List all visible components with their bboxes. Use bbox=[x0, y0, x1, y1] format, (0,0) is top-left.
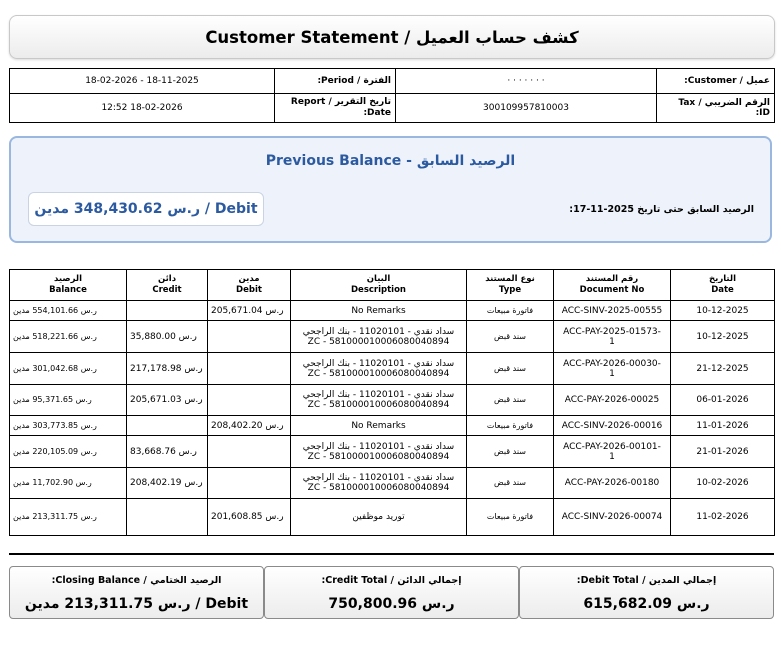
table-row bbox=[10, 353, 775, 385]
type-cell-text: سند قبض bbox=[494, 446, 526, 456]
type-cell bbox=[467, 468, 554, 499]
document-no-cell-text: 1 bbox=[609, 451, 615, 462]
report-date-label bbox=[275, 94, 396, 123]
type-cell-text: سند قبض bbox=[494, 478, 526, 487]
debit-cell bbox=[208, 353, 291, 385]
closing-balance-label: الرصيد الختامي / Closing Balance: bbox=[51, 575, 222, 586]
date-cell-text: 06-01-2026 bbox=[696, 395, 749, 405]
description-cell-text: سداد نقدي - 11020101 - بنك الراجحي bbox=[302, 358, 455, 369]
description-cell-text: ZC - 581000010006080040894 bbox=[307, 451, 450, 462]
credit-total-label: إجمالي الدائن / Credit Total: bbox=[321, 575, 462, 586]
balance-cell bbox=[10, 353, 127, 385]
date-cell bbox=[671, 301, 775, 321]
column-header-en: Description bbox=[351, 285, 406, 295]
document-no-cell bbox=[554, 499, 671, 536]
debit-cell bbox=[208, 321, 291, 353]
credit-cell bbox=[127, 321, 208, 353]
credit-cell bbox=[127, 436, 208, 468]
document-no-cell bbox=[554, 436, 671, 468]
tax-id-label: الرقم الضريبي / Tax ID: bbox=[657, 94, 775, 123]
debit-total-label: إجمالي المدين / Debit Total: bbox=[576, 575, 717, 586]
date-cell bbox=[671, 436, 775, 468]
report-date-label-line2: Date: bbox=[363, 108, 391, 118]
debit-cell bbox=[208, 468, 291, 499]
date-cell-text: 21-12-2025 bbox=[696, 363, 749, 374]
date-cell-text: 10-02-2026 bbox=[696, 478, 749, 488]
type-cell bbox=[467, 416, 554, 436]
debit-cell bbox=[208, 301, 291, 321]
balance-cell-text: ر.س 301,042.68 مدين bbox=[13, 363, 97, 373]
date-cell-text: 11-01-2026 bbox=[696, 420, 749, 431]
description-cell-text: ZC - 581000010006080040894 bbox=[307, 368, 450, 379]
type-cell bbox=[467, 301, 554, 321]
document-no-cell-text: ACC-PAY-2025-01573- bbox=[563, 326, 661, 337]
date-cell-text: 10-12-2025 bbox=[696, 305, 749, 316]
balance-cell bbox=[10, 468, 127, 499]
column-header bbox=[554, 270, 671, 301]
table-body bbox=[10, 301, 775, 536]
transactions-table bbox=[9, 269, 775, 536]
column-header-ar: الرصيد bbox=[54, 274, 82, 284]
report-date-label-line1: تاريخ التقرير / Report bbox=[290, 97, 391, 107]
previous-balance-title: Previous Balance - الرصيد السابق bbox=[265, 153, 516, 169]
date-cell bbox=[671, 499, 775, 536]
column-header-ar: نوع المستند bbox=[485, 274, 535, 284]
type-cell bbox=[467, 385, 554, 416]
credit-cell bbox=[127, 353, 208, 385]
description-cell bbox=[291, 385, 467, 416]
description-cell bbox=[291, 301, 467, 321]
date-cell bbox=[671, 353, 775, 385]
debit-cell-text: ر.س 208,402.20 bbox=[211, 420, 284, 431]
description-cell-text: سداد نقدي - 11020101 - بنك الراجحي bbox=[302, 441, 455, 452]
table-row bbox=[10, 416, 775, 436]
document-no-cell bbox=[554, 416, 671, 436]
balance-cell-text: ر.س 213,311.75 مدين bbox=[13, 512, 97, 521]
column-header bbox=[208, 270, 291, 301]
credit-total-box bbox=[264, 566, 519, 619]
date-cell bbox=[671, 468, 775, 499]
table-row bbox=[10, 385, 775, 416]
document-no-cell-text: 1 bbox=[609, 336, 615, 347]
column-header bbox=[467, 270, 554, 301]
balance-cell bbox=[10, 385, 127, 416]
description-cell-text: سداد نقدي - 11020101 - بنك الراجحي bbox=[302, 326, 455, 337]
credit-cell bbox=[127, 468, 208, 499]
table-row bbox=[10, 301, 775, 321]
document-no-cell bbox=[554, 385, 671, 416]
debit-cell-text: ر.س 201,608.85 bbox=[211, 512, 284, 522]
credit-cell bbox=[127, 385, 208, 416]
debit-cell bbox=[208, 385, 291, 416]
credit-cell-text: ر.س 83,668.76 bbox=[130, 446, 197, 457]
type-cell bbox=[467, 353, 554, 385]
closing-balance-value: ر.س 213,311.75 مدين / Debit bbox=[24, 596, 249, 612]
column-header-ar: التاريخ bbox=[709, 274, 736, 284]
previous-balance-amount: ر.س 348,430.62 مدين / Debit bbox=[28, 192, 264, 226]
type-cell-text: سند قبض bbox=[494, 395, 526, 404]
column-header-en: Type bbox=[498, 285, 522, 295]
type-cell-text: سند قبض bbox=[494, 331, 526, 341]
column-header bbox=[291, 270, 467, 301]
description-cell bbox=[291, 416, 467, 436]
debit-cell bbox=[208, 436, 291, 468]
description-cell-text: سداد نقدي - 11020101 - بنك الراجحي bbox=[302, 390, 455, 400]
description-cell-text: No Remarks bbox=[351, 305, 406, 316]
document-no-cell-text: ACC-PAY-2026-00030- bbox=[563, 358, 661, 369]
date-cell bbox=[671, 321, 775, 353]
description-cell bbox=[291, 321, 467, 353]
description-cell bbox=[291, 468, 467, 499]
credit-total-value: ر.س 750,800.96 bbox=[328, 596, 455, 612]
column-header-ar: رقم المستند bbox=[585, 274, 639, 284]
type-cell-text: سند قبض bbox=[494, 363, 526, 373]
balance-cell-text: ر.س 518,221.66 مدين bbox=[13, 331, 97, 341]
document-no-cell-text: ACC-SINV-2026-00016 bbox=[561, 420, 663, 431]
credit-cell bbox=[127, 499, 208, 536]
credit-cell-text: ر.س 205,671.03 bbox=[130, 395, 203, 405]
document-no-cell-text: ACC-SINV-2025-00555 bbox=[561, 305, 663, 316]
type-cell bbox=[467, 321, 554, 353]
description-cell-text: ZC - 5810000100060800408​94 bbox=[307, 336, 450, 347]
description-cell-text: سداد نقدي - 11020101 - بنك الراجحي bbox=[302, 473, 455, 483]
description-cell bbox=[291, 499, 467, 536]
document-no-cell-text: ACC-PAY-2026-00101- bbox=[563, 441, 661, 452]
summary-divider bbox=[9, 553, 774, 555]
statement-info-table bbox=[9, 68, 775, 123]
column-header-en: Document No bbox=[579, 285, 645, 295]
column-header-en: Date bbox=[711, 285, 734, 295]
description-cell-text: ZC - 581000010006080040894 bbox=[307, 400, 450, 410]
balance-cell bbox=[10, 436, 127, 468]
type-cell-text: فاتورة مبيعات bbox=[486, 420, 534, 430]
column-header-en: Debit bbox=[236, 285, 262, 295]
document-no-cell bbox=[554, 301, 671, 321]
previous-balance-label: الرصيد السابق حتى تاريخ 2025-11-17: bbox=[569, 204, 754, 215]
debit-total-box bbox=[519, 566, 774, 619]
document-no-cell bbox=[554, 321, 671, 353]
credit-cell-text: ر.س 208,402.19 bbox=[130, 478, 203, 488]
customer-label: عميل / Customer: bbox=[657, 69, 775, 94]
date-cell-text: 21-01-2026 bbox=[696, 446, 749, 457]
type-cell-text: فاتورة مبيعات bbox=[486, 305, 534, 315]
column-header bbox=[10, 270, 127, 301]
balance-cell-text: ر.س 554,101.66 مدين bbox=[13, 305, 97, 315]
document-no-cell-text: ACC-PAY-2026-00025 bbox=[564, 395, 660, 405]
description-cell-text: No Remarks bbox=[351, 420, 406, 431]
document-no-cell-text: ACC-PAY-2026-00180 bbox=[564, 478, 660, 488]
column-header bbox=[127, 270, 208, 301]
description-cell-text: توريد موظفين bbox=[352, 512, 405, 522]
previous-balance-panel bbox=[9, 136, 772, 243]
column-header-en: Credit bbox=[152, 285, 182, 295]
column-header-ar: دائن bbox=[157, 274, 177, 284]
balance-cell bbox=[10, 416, 127, 436]
tax-id-value: 300109957810003 bbox=[396, 94, 657, 123]
balance-cell bbox=[10, 321, 127, 353]
period-value: 18-02-2026 - 18-11-2025 bbox=[10, 69, 275, 94]
credit-cell bbox=[127, 301, 208, 321]
debit-total-value: ر.س 615,682.09 bbox=[583, 596, 710, 612]
type-cell bbox=[467, 436, 554, 468]
balance-cell-text: ر.س 220,105.09 مدين bbox=[13, 446, 97, 456]
document-no-cell-text: 1 bbox=[609, 368, 615, 379]
customer-value: · · · · · · · bbox=[396, 69, 657, 94]
column-header bbox=[671, 270, 775, 301]
column-header-ar: البيان bbox=[366, 274, 391, 284]
table-row bbox=[10, 436, 775, 468]
description-cell bbox=[291, 353, 467, 385]
credit-cell-text: ر.س 217,178.98 bbox=[130, 363, 203, 374]
table-row bbox=[10, 468, 775, 499]
document-no-cell bbox=[554, 468, 671, 499]
document-no-cell-text: ACC-SINV-2026-00074 bbox=[561, 512, 663, 522]
document-no-cell bbox=[554, 353, 671, 385]
credit-cell bbox=[127, 416, 208, 436]
balance-cell-text: ر.س 11,702.90 مدين bbox=[13, 478, 92, 487]
report-date-value: 12:52 18-02-2026 bbox=[10, 94, 275, 123]
balance-cell-text: ر.س 303,773.85 مدين bbox=[13, 420, 97, 430]
description-cell-text: ZC - 581000010006080040894 bbox=[307, 483, 450, 493]
statement-title: Customer Statement / كشف حساب العميل bbox=[9, 15, 775, 59]
table-row bbox=[10, 321, 775, 353]
debit-cell bbox=[208, 416, 291, 436]
description-cell bbox=[291, 436, 467, 468]
type-cell-text: فاتورة مبيعات bbox=[486, 512, 534, 521]
balance-cell bbox=[10, 301, 127, 321]
period-label: الفترة / Period: bbox=[275, 69, 396, 94]
balance-cell-text: ر.س 95,371.65 مدين bbox=[13, 395, 92, 404]
date-cell bbox=[671, 385, 775, 416]
debit-cell bbox=[208, 499, 291, 536]
type-cell bbox=[467, 499, 554, 536]
column-header-ar: مدين bbox=[238, 274, 260, 284]
closing-balance-box bbox=[9, 566, 264, 619]
date-cell-text: 11-02-2026 bbox=[696, 512, 749, 522]
table-header-row bbox=[10, 270, 775, 301]
date-cell-text: 10-12-2025 bbox=[696, 331, 749, 342]
column-header-en: Balance bbox=[49, 285, 87, 295]
table-row bbox=[10, 499, 775, 536]
credit-cell-text: ر.س 35,880.00 bbox=[130, 331, 197, 342]
balance-cell bbox=[10, 499, 127, 536]
date-cell bbox=[671, 416, 775, 436]
debit-cell-text: ر.س 205,671.04 bbox=[211, 305, 284, 316]
